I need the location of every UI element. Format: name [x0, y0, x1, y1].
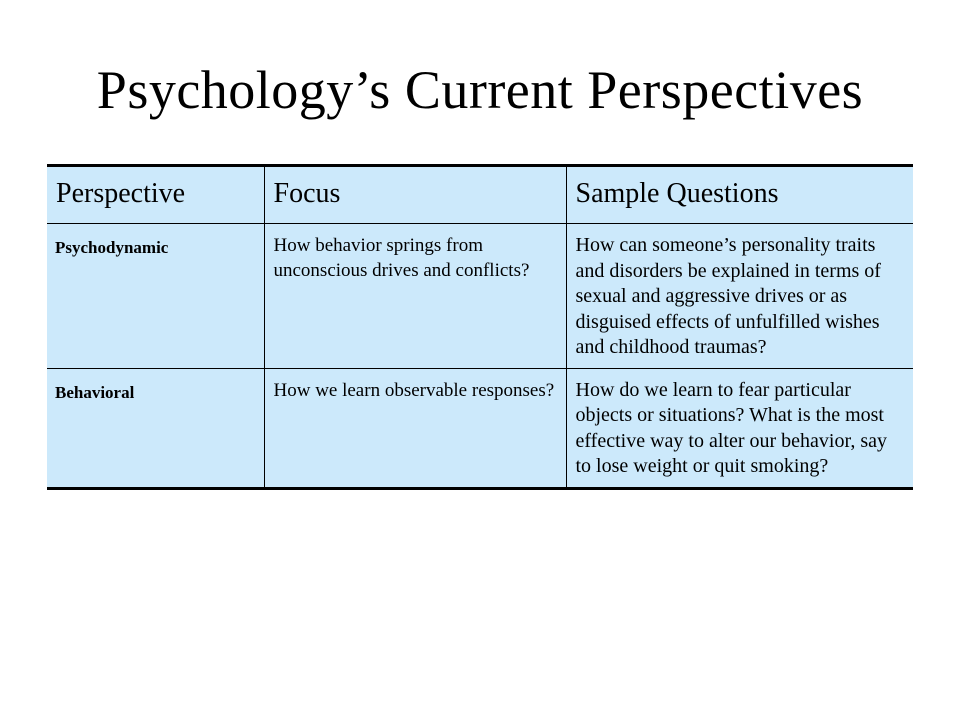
row-perspective-cell: Behavioral — [47, 368, 264, 488]
table-row — [47, 224, 913, 369]
row-questions-cell: How do we learn to fear particular objects or situations? What is the most effective way to alter our behavior, say to lose weight or quit smoking? — [566, 368, 913, 488]
header-sample-questions: Sample Questions — [566, 166, 913, 224]
perspectives-table — [47, 164, 913, 490]
perspectives-table-container — [47, 164, 913, 490]
slide-title: Psychology’s Current Perspectives — [96, 60, 864, 120]
row-focus-cell: How we learn observable responses? — [264, 368, 566, 488]
table-header-row — [47, 166, 913, 224]
table-row — [47, 368, 913, 488]
row-focus-cell: How behavior springs from unconscious drives and conflicts? — [264, 224, 566, 369]
row-perspective-cell: Psychodynamic — [47, 224, 264, 369]
row-questions-cell: How can someone’s personality traits and disorders be explained in terms of sexual and aggressive drives or as disguised effects of unfulfilled wishes and childhood traumas? — [566, 224, 913, 369]
header-focus: Focus — [264, 166, 566, 224]
header-perspective: Perspective — [47, 166, 264, 224]
